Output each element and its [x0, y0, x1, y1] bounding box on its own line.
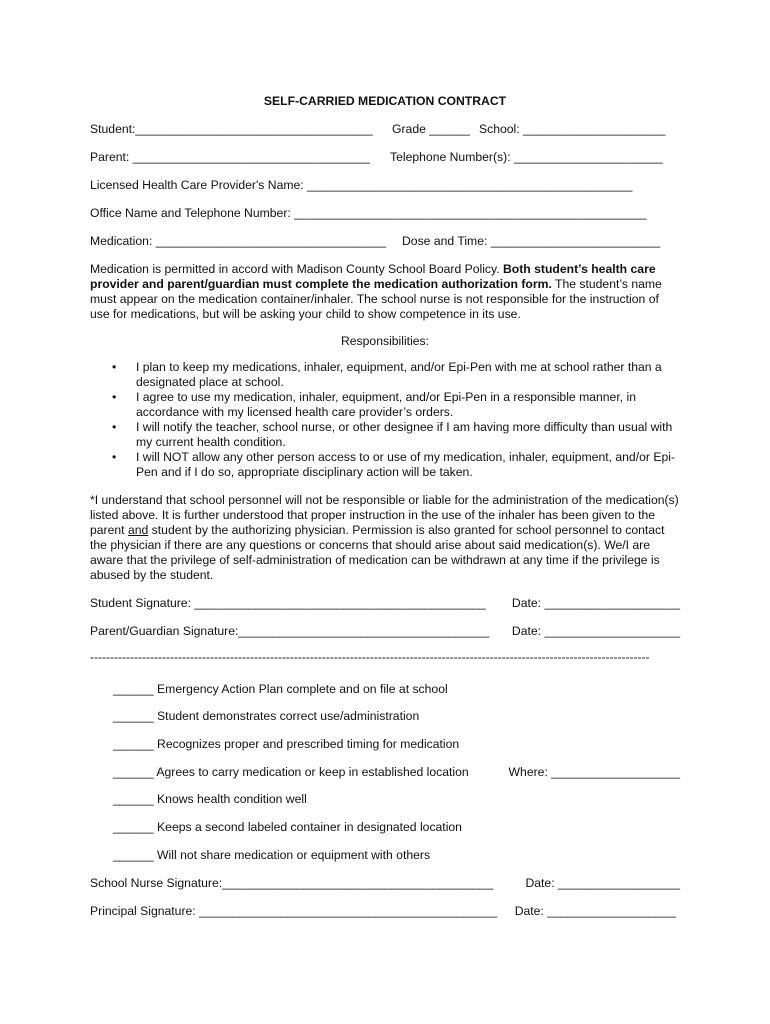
- parent-date-field[interactable]: Date: ____________________: [511, 624, 680, 638]
- dose-field[interactable]: Dose and Time: _________________________: [402, 234, 661, 248]
- office-field[interactable]: Office Name and Telephone Number: ____________________________________________________: [90, 206, 647, 220]
- checklist-item-carry[interactable]: ______ Agrees to carry medication or keep in established location: [113, 765, 469, 779]
- list-item-text: I agree to use my medication, inhaler, equipment, and/or Epi-Pen in a responsible manner, in accordance with my licensed health care provider’s orders.: [136, 390, 636, 419]
- agreement-underlined-word: and: [127, 523, 149, 537]
- list-item: [90, 390, 680, 420]
- bullet-icon: •: [112, 360, 117, 374]
- nurse-date-field[interactable]: Date: __________________: [525, 876, 680, 890]
- where-field[interactable]: Where: ___________________: [508, 765, 680, 779]
- student-signature-field[interactable]: Student Signature: ___________________________________________: [90, 596, 486, 610]
- divider: --------------------------------------------------------------------------------------------------------------------------------------------: [90, 650, 650, 664]
- list-item: [90, 360, 680, 390]
- medication-field[interactable]: Medication: __________________________________: [90, 234, 387, 248]
- list-item: [90, 450, 680, 480]
- checklist-item-timing[interactable]: ______ Recognizes proper and prescribed timing for medication: [113, 737, 460, 751]
- list-item-text: I will notify the teacher, school nurse, or other designee if I am having more difficulty than usual with my current health condition.: [136, 420, 673, 449]
- parent-field[interactable]: Parent: ___________________________________: [90, 150, 370, 164]
- student-date-field[interactable]: Date: ____________________: [511, 596, 680, 610]
- principal-signature-field[interactable]: Principal Signature: ____________________________________________: [90, 904, 498, 918]
- responsibilities-list: [90, 360, 680, 480]
- checklist-item-health-condition[interactable]: ______ Knows health condition well: [113, 792, 307, 806]
- agreement-paragraph: [90, 493, 680, 583]
- page-title: SELF-CARRIED MEDICATION CONTRACT: [263, 94, 507, 108]
- list-item-text: I plan to keep my medications, inhaler, equipment, and/or Epi-Pen with me at school rather than a designated place at school.: [136, 360, 662, 389]
- bullet-icon: •: [112, 390, 117, 404]
- agreement-text: *I understand that school personnel will not be responsible or liable for the administration of the medication(s) listed above. It is further understood that proper instruction in the use of the inhaler has been given to the parent: [90, 493, 679, 537]
- checklist-item-action-plan[interactable]: ______ Emergency Action Plan complete and on file at school: [113, 682, 448, 696]
- parent-signature-field[interactable]: Parent/Guardian Signature:_____________________________________: [90, 624, 490, 638]
- responsibilities-heading: Responsibilities:: [340, 334, 430, 348]
- student-field[interactable]: Student:___________________________________: [90, 122, 373, 136]
- intro-text: Medication is permitted in accord with Madison County School Board Policy.: [90, 262, 503, 276]
- checklist-item-not-share[interactable]: ______ Will not share medication or equipment with others: [113, 848, 431, 862]
- intro-text-continued: The student’s name must appear on the medication container/inhaler. The school nurse is not responsible for the instruction of use for medications, but will be asking your child to show competence in its use.: [90, 277, 662, 321]
- provider-field[interactable]: Licensed Health Care Provider's Name: ________________________________________________: [90, 178, 633, 192]
- checklist-item-second-container[interactable]: ______ Keeps a second labeled container in designated location: [113, 820, 462, 834]
- grade-field[interactable]: Grade ______: [392, 122, 470, 136]
- intro-bold-text: Both student’s health care provider and parent/guardian must complete the medication authorization form.: [90, 262, 656, 291]
- intro-paragraph: [90, 262, 680, 322]
- agreement-text-continued: student by the authorizing physician. Permission is also granted for school personnel to contact the physician if there are any questions or concerns that should arise about said medication(s). We/I are aware that the privilege of self-administration of medication can be withdrawn at any time if the privilege is abused by the student.: [90, 523, 665, 582]
- nurse-signature-field[interactable]: School Nurse Signature:________________________________________: [90, 876, 494, 890]
- telephone-field[interactable]: Telephone Number(s): ______________________: [390, 150, 664, 164]
- checklist-item-demonstrates-use[interactable]: ______ Student demonstrates correct use/administration: [113, 709, 420, 723]
- principal-date-field[interactable]: Date: ___________________: [514, 904, 676, 918]
- bullet-icon: •: [112, 450, 117, 464]
- bullet-icon: •: [112, 420, 117, 434]
- list-item: [90, 420, 680, 450]
- school-field[interactable]: School: _____________________: [479, 122, 666, 136]
- list-item-text: I will NOT allow any other person access to or use of my medication, inhaler, equipment, and/or Epi-Pen and if I do so, appropriate disciplinary action will be taken.: [136, 450, 675, 479]
